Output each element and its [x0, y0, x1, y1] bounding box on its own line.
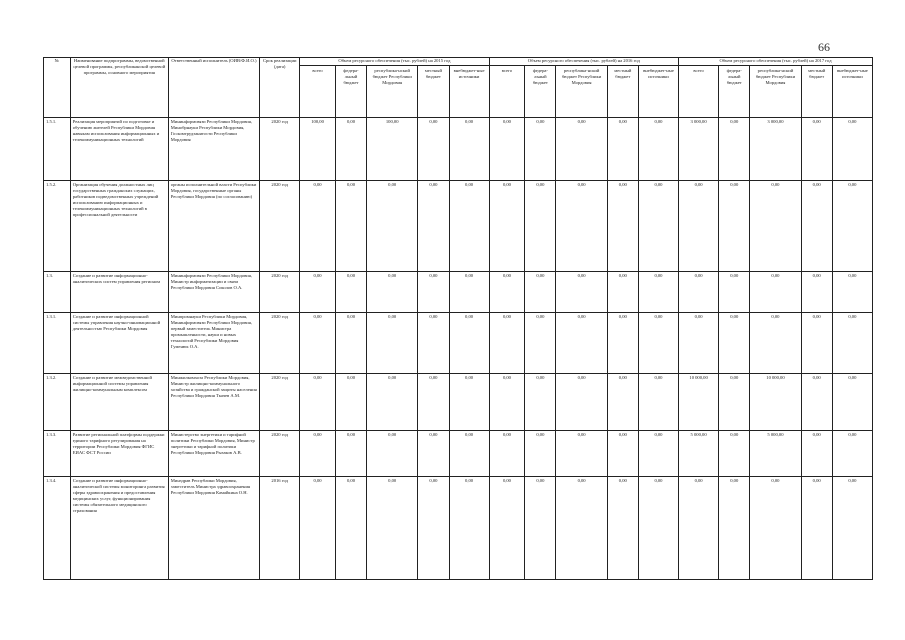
- row-value: 0,00: [801, 431, 832, 477]
- row-name: Развитие региональной платформы поддержки единого тарифного регулирования на территории Республики Мордовия ФГИС ЕИАС ФСТ России: [70, 431, 168, 477]
- row-value: 0,00: [449, 431, 489, 477]
- header-subcol: внебюджет-ные источники: [449, 66, 489, 118]
- row-value: 0,00: [801, 118, 832, 181]
- page-number: 66: [818, 40, 830, 54]
- header-subcol: республика-нский бюджет Республики Мордовия: [367, 66, 418, 118]
- row-num: 1.3.2.: [44, 374, 71, 431]
- row-value: 0,00: [679, 313, 719, 374]
- row-value: 0,00: [449, 272, 489, 313]
- row-value: 0,00: [607, 477, 638, 580]
- header-term: Срок реализации (дата): [260, 58, 300, 118]
- header-executor: Ответственный исполнитель (ОИВ/Ф.И.О.): [168, 58, 259, 118]
- row-value: 0,00: [489, 118, 525, 181]
- row-value: 0,00: [719, 118, 750, 181]
- row-value: 0,00: [367, 431, 418, 477]
- row-value: 0,00: [335, 181, 366, 272]
- row-value: 0,00: [300, 477, 336, 580]
- row-value: 0,00: [367, 374, 418, 431]
- row-value: 0,00: [300, 374, 336, 431]
- row-value: 0,00: [801, 272, 832, 313]
- row-value: 0,00: [556, 477, 607, 580]
- row-value: 0,00: [418, 374, 449, 431]
- row-num: 1.3.3.: [44, 431, 71, 477]
- header-subcol: всего: [300, 66, 336, 118]
- row-name: Создание и развитие межведомственной информационной системы управления жилищно-коммунальным комплексом: [70, 374, 168, 431]
- header-subcol: всего: [679, 66, 719, 118]
- row-value: 100,00: [367, 118, 418, 181]
- row-name: Создание и развитие информационно-аналитической системы мониторинга развития сферы здравоохранения и предоставления медицинских услуг, функционирования системы обязательного медицинского страхования: [70, 477, 168, 580]
- row-value: 0,00: [832, 118, 872, 181]
- row-executor: Минздрав Республики Мордовия, заместитель Министра здравоохранения Республики Мордовия Камайкина О.Н.: [168, 477, 259, 580]
- row-value: 0,00: [638, 477, 678, 580]
- table-row: [44, 431, 873, 477]
- row-term: 2020 год: [260, 181, 300, 272]
- header-subcol: местный бюджет: [801, 66, 832, 118]
- row-value: 3 000,00: [750, 118, 801, 181]
- row-value: 0,00: [556, 181, 607, 272]
- row-value: 0,00: [367, 313, 418, 374]
- header-group-2017: Объем ресурсного обеспечения (тыс. рублей) на 2017 год: [679, 58, 873, 66]
- row-name: Создание и развитие информационно-аналитических систем управления регионом: [70, 272, 168, 313]
- row-executor: органы исполнительной власти Республики Мордовия, государственные органы Республики Мордовия (по согласованию): [168, 181, 259, 272]
- row-value: 0,00: [367, 477, 418, 580]
- header-group-2015: Объем ресурсного обеспечения (тыс. рублей) на 2015 год: [300, 58, 489, 66]
- row-value: 0,00: [638, 374, 678, 431]
- row-value: 0,00: [719, 477, 750, 580]
- row-num: 1.5.2.: [44, 181, 71, 272]
- row-value: 0,00: [418, 477, 449, 580]
- row-value: 0,00: [750, 477, 801, 580]
- table-row: [44, 272, 873, 313]
- row-value: 0,00: [832, 477, 872, 580]
- row-term: 2020 год: [260, 313, 300, 374]
- row-value: 0,00: [367, 272, 418, 313]
- row-value: 0,00: [525, 313, 556, 374]
- row-name: Создание и развитие информационной системы управления научно-инновационной деятельностью Республики Мордовия: [70, 313, 168, 374]
- row-value: 5 000,00: [750, 431, 801, 477]
- row-value: 0,00: [801, 313, 832, 374]
- row-value: 0,00: [607, 431, 638, 477]
- row-executor: Минпромнауки Республики Мордовия, Мининформсвязи Республики Мордовия, первый заместитель Министра промышленности, науки и новых технологий Республики Мордовия Гуменюк О.А.: [168, 313, 259, 374]
- row-value: 0,00: [418, 181, 449, 272]
- header-subcol: местный бюджет: [607, 66, 638, 118]
- row-value: 0,00: [638, 313, 678, 374]
- row-value: 0,00: [449, 313, 489, 374]
- header-subcol: всего: [489, 66, 525, 118]
- row-value: 0,00: [719, 374, 750, 431]
- row-value: 5 000,00: [679, 431, 719, 477]
- row-value: 0,00: [556, 374, 607, 431]
- row-value: 0,00: [489, 272, 525, 313]
- row-value: 0,00: [679, 181, 719, 272]
- row-value: 0,00: [801, 374, 832, 431]
- row-value: 0,00: [719, 272, 750, 313]
- row-value: 0,00: [679, 477, 719, 580]
- row-value: 0,00: [489, 313, 525, 374]
- row-value: 0,00: [300, 313, 336, 374]
- row-executor: Минжилкомхоза Республики Мордовия, Министр жилищно-коммунального хозяйства и гражданской защиты населения Республики Мордовия Ткачев А.М.: [168, 374, 259, 431]
- header-subcol: республика-нский бюджет Республики Мордовия: [556, 66, 607, 118]
- table-row: [44, 118, 873, 181]
- table-row: [44, 477, 873, 580]
- row-name: Реализация мероприятий по подготовке и обучению жителей Республики Мордовия навыкам использования информационных и телекоммуникационных технологий: [70, 118, 168, 181]
- table-body: [44, 118, 873, 580]
- header-num: №: [44, 58, 71, 118]
- row-value: 0,00: [607, 374, 638, 431]
- header-subcol: внебюджет-ные источники: [832, 66, 872, 118]
- row-value: 0,00: [525, 477, 556, 580]
- row-value: 0,00: [679, 272, 719, 313]
- row-value: 0,00: [719, 181, 750, 272]
- row-name: Организация обучения должностных лиц государственных гражданских служащих, работников подведомственных учреждений использованию информационных и телекоммуникационных технологий в профессиональной деятельности: [70, 181, 168, 272]
- row-value: 0,00: [525, 118, 556, 181]
- row-value: 0,00: [335, 313, 366, 374]
- row-num: 1.3.: [44, 272, 71, 313]
- row-value: 0,00: [607, 118, 638, 181]
- row-value: 0,00: [719, 431, 750, 477]
- row-value: 0,00: [489, 477, 525, 580]
- row-value: 0,00: [556, 313, 607, 374]
- row-value: 0,00: [449, 181, 489, 272]
- row-value: 0,00: [719, 313, 750, 374]
- row-value: 0,00: [638, 118, 678, 181]
- row-value: 0,00: [607, 313, 638, 374]
- row-term: 2020 год: [260, 272, 300, 313]
- row-value: 0,00: [607, 272, 638, 313]
- header-subcol: федера-льный бюджет: [525, 66, 556, 118]
- row-executor: Мининформсвязи Республики Мордовия, Минобрнауки Республики Мордовия, Госкомтрудзанятости Республики Мордовия: [168, 118, 259, 181]
- header-subcol: республика-нский бюджет Республики Мордовия: [750, 66, 801, 118]
- row-value: 0,00: [638, 181, 678, 272]
- row-value: 0,00: [525, 431, 556, 477]
- row-value: 0,00: [801, 477, 832, 580]
- row-value: 0,00: [300, 181, 336, 272]
- row-value: 0,00: [418, 313, 449, 374]
- table-row: [44, 181, 873, 272]
- row-value: 0,00: [832, 374, 872, 431]
- row-value: 10 000,00: [679, 374, 719, 431]
- row-value: 0,00: [525, 272, 556, 313]
- row-executor: Министерство энергетики и тарифной политики Республики Мордовия, Министр энергетики и тарифной политики Республики Мордовия Рызаков А.В.: [168, 431, 259, 477]
- header-subcol: внебюджет-ные источники: [638, 66, 678, 118]
- row-term: 2016 год: [260, 477, 300, 580]
- row-value: 0,00: [638, 272, 678, 313]
- row-value: 0,00: [335, 477, 366, 580]
- row-value: 0,00: [801, 181, 832, 272]
- row-value: 0,00: [418, 272, 449, 313]
- row-value: 0,00: [489, 181, 525, 272]
- row-value: 0,00: [525, 181, 556, 272]
- row-value: 0,00: [525, 374, 556, 431]
- row-value: 0,00: [832, 313, 872, 374]
- row-term: 2020 год: [260, 431, 300, 477]
- row-value: 100,00: [300, 118, 336, 181]
- row-value: 0,00: [832, 181, 872, 272]
- header-subcol: федера-льный бюджет: [335, 66, 366, 118]
- row-value: 0,00: [449, 118, 489, 181]
- row-value: 0,00: [367, 181, 418, 272]
- header-name: Наименование подпрограммы, ведомственной целевой программы, республиканской целевой программы, основного мероприятия: [70, 58, 168, 118]
- row-num: 1.3.4.: [44, 477, 71, 580]
- row-value: 0,00: [832, 431, 872, 477]
- row-value: 0,00: [335, 431, 366, 477]
- row-value: 0,00: [832, 272, 872, 313]
- row-value: 0,00: [418, 431, 449, 477]
- row-value: 0,00: [418, 118, 449, 181]
- row-value: 0,00: [638, 431, 678, 477]
- row-term: 2020 год: [260, 118, 300, 181]
- row-value: 0,00: [335, 118, 366, 181]
- row-num: 1.3.1.: [44, 313, 71, 374]
- row-value: 3 000,00: [679, 118, 719, 181]
- row-value: 0,00: [300, 431, 336, 477]
- row-executor: Мининформсвязи Республики Мордовия, Министр информатизации и связи Республики Мордовия Соколов О.А.: [168, 272, 259, 313]
- row-value: 0,00: [556, 431, 607, 477]
- row-value: 0,00: [449, 477, 489, 580]
- resource-table: [43, 57, 873, 580]
- header-subcol: федера-льный бюджет: [719, 66, 750, 118]
- row-value: 0,00: [335, 374, 366, 431]
- row-term: 2020 год: [260, 374, 300, 431]
- row-value: 0,00: [335, 272, 366, 313]
- row-num: 1.5.1.: [44, 118, 71, 181]
- row-value: 0,00: [489, 374, 525, 431]
- table-row: [44, 374, 873, 431]
- row-value: 0,00: [556, 118, 607, 181]
- row-value: 0,00: [489, 431, 525, 477]
- row-value: 0,00: [750, 272, 801, 313]
- row-value: 10 000,00: [750, 374, 801, 431]
- row-value: 0,00: [556, 272, 607, 313]
- row-value: 0,00: [607, 181, 638, 272]
- table-row: [44, 313, 873, 374]
- header-group-2016: Объем ресурсного обеспечения (тыс. рублей) на 2016 год: [489, 58, 678, 66]
- row-value: 0,00: [449, 374, 489, 431]
- header-subcol: местный бюджет: [418, 66, 449, 118]
- row-value: 0,00: [750, 181, 801, 272]
- row-value: 0,00: [300, 272, 336, 313]
- row-value: 0,00: [750, 313, 801, 374]
